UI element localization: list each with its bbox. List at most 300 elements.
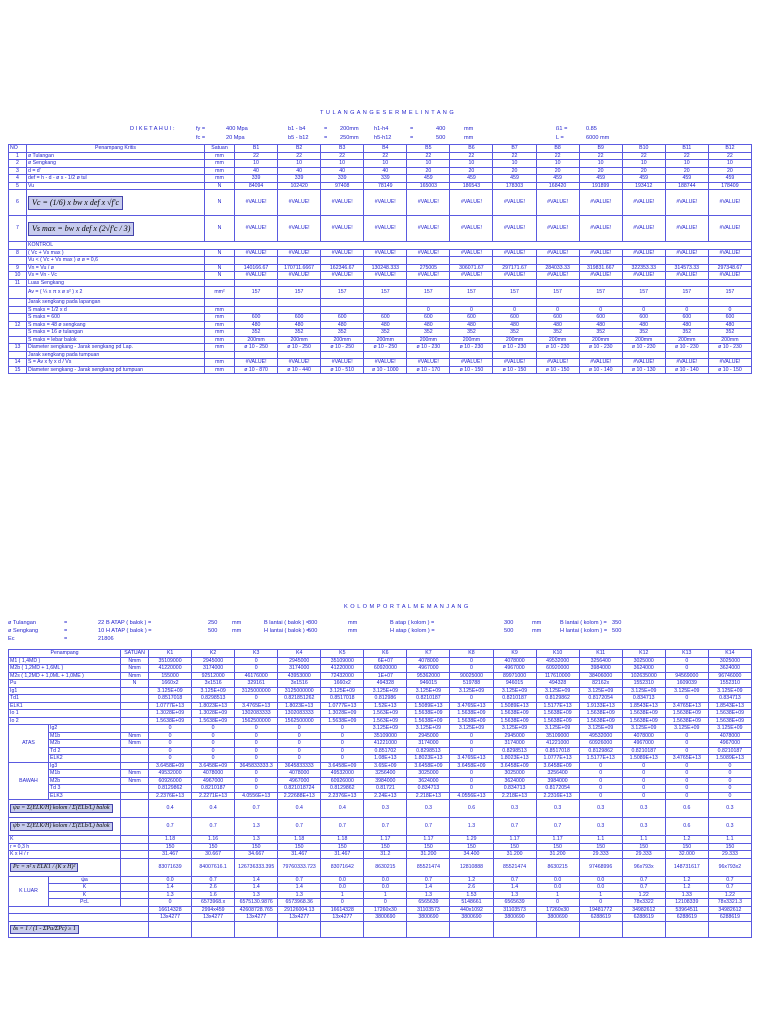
cell: 0 <box>235 777 278 785</box>
cell: 1.5638E+09 <box>622 710 665 718</box>
cell: #VALUE! <box>321 359 364 367</box>
param-value: 400 Mpa <box>226 126 248 132</box>
cell: 3.125E+09 <box>622 687 665 695</box>
cell: 150 <box>192 843 235 851</box>
cell: S maks = lebar balok <box>27 336 205 344</box>
info-value: B lantai ( balok ) = <box>264 620 310 626</box>
cell: 0 <box>450 740 493 748</box>
cell: 3 <box>9 167 27 175</box>
cell <box>205 351 235 359</box>
cell: mm <box>205 329 235 337</box>
cell: 41220000 <box>321 665 364 673</box>
cell: 1.5638E+09 <box>708 717 751 725</box>
cell <box>450 351 493 359</box>
cell: #VALUE! <box>278 272 321 280</box>
cell: 31103573 <box>493 906 536 914</box>
pc-formula-cell <box>9 858 121 876</box>
cell <box>9 257 27 265</box>
cell: 10 <box>364 160 407 168</box>
cell <box>665 921 708 937</box>
cell: #VALUE! <box>579 359 622 367</box>
cell <box>121 755 149 763</box>
cell: 4 <box>9 175 27 183</box>
cell: Td 3 <box>49 785 121 793</box>
cell: 10 <box>450 160 493 168</box>
cell: 22 <box>450 152 493 160</box>
info-value: mm <box>348 620 358 626</box>
cell: 22 <box>235 152 278 160</box>
cell: ø 10 - 440 <box>278 366 321 374</box>
cell: 0 <box>579 777 622 785</box>
cell: 0.834713 <box>407 785 450 793</box>
cell: 150 <box>364 843 407 851</box>
cell <box>622 299 665 307</box>
cell: 1.22 <box>708 891 751 899</box>
cell <box>493 257 536 265</box>
cell: 4078000 <box>192 770 235 778</box>
info-value: mm <box>532 620 542 626</box>
cell: 200mm <box>665 336 708 344</box>
cell <box>235 306 278 314</box>
cell: 2.6 <box>192 884 235 892</box>
cell: 140166.67 <box>235 264 278 272</box>
cell: 3174000 <box>278 665 321 673</box>
cell: 1.2 <box>665 836 708 844</box>
cell <box>9 306 27 314</box>
cell: 0 <box>450 732 493 740</box>
cell: 0.0 <box>536 884 579 892</box>
cell: #VALUE! <box>493 272 536 280</box>
cell: 3.65E+09 <box>364 762 407 770</box>
table-row <box>9 702 752 710</box>
cell: #VALUE! <box>235 249 278 257</box>
cell: 20 <box>708 167 751 175</box>
cell: 165003 <box>407 182 450 190</box>
cell: 0.8210187 <box>407 695 450 703</box>
param-value: L = <box>556 135 564 141</box>
cell: 3.125E+09 <box>321 687 364 695</box>
cell: 43953000 <box>278 672 321 680</box>
cell: 0 <box>235 740 278 748</box>
cell: 20 <box>450 167 493 175</box>
cell: 78x3321.3 <box>708 899 751 907</box>
cell <box>321 257 364 265</box>
cell: 1.17 <box>493 836 536 844</box>
cell: 0 <box>192 725 235 733</box>
cell: 31.467 <box>278 851 321 859</box>
cell: 3.125E+09 <box>364 725 407 733</box>
cell: 0.834713 <box>493 785 536 793</box>
cell: 1 <box>536 891 579 899</box>
cell: 0.7 <box>708 884 751 892</box>
info-value: 250 <box>208 620 218 626</box>
cell: 0.8298513 <box>192 695 235 703</box>
cell: 0.7 <box>493 818 536 836</box>
cell: 10 <box>493 160 536 168</box>
cell <box>149 921 192 937</box>
cell: 1.18 <box>149 836 192 844</box>
cell: 0 <box>450 785 493 793</box>
cell: 1.8023E+13 <box>407 755 450 763</box>
cell: 0 <box>450 306 493 314</box>
cell: 0.4 <box>149 800 192 818</box>
cell: 3.125E+09 <box>708 687 751 695</box>
cell: 1.0777E+13 <box>536 755 579 763</box>
cell: 150 <box>665 843 708 851</box>
cell: 2.24E+13 <box>364 792 407 800</box>
cell <box>121 818 149 836</box>
cell: 49532000 <box>579 732 622 740</box>
cell: 1 <box>9 152 27 160</box>
cell: 1562500000 <box>278 717 321 725</box>
cell: 1 <box>579 891 622 899</box>
cell: 0 <box>622 762 665 770</box>
cell: mm <box>205 160 235 168</box>
cell: 22 <box>622 152 665 160</box>
cell: K9 <box>493 650 536 658</box>
cell: 31.200 <box>493 851 536 859</box>
info-value: 500 <box>208 628 218 634</box>
info-value: 500 <box>308 628 318 634</box>
cell: K10 <box>536 650 579 658</box>
cell: 1.0777E+13 <box>321 702 364 710</box>
cell: 40 <box>278 167 321 175</box>
cell: 102420 <box>278 182 321 190</box>
cell: mm <box>205 344 235 352</box>
cell: 0.8210187 <box>708 747 751 755</box>
cell <box>665 299 708 307</box>
cell: ø 10 - 250 <box>235 344 278 352</box>
cell: 1.4 <box>149 884 192 892</box>
cell: #VALUE! <box>536 359 579 367</box>
cell: 22 <box>536 152 579 160</box>
cell: 4967000 <box>278 777 321 785</box>
info-value: 500 <box>612 628 622 634</box>
cell: Diameter sengkang - Jarak sengkang pd Lap. <box>27 344 205 352</box>
cell <box>235 257 278 265</box>
cell: 9 <box>9 264 27 272</box>
cell: 0 <box>665 306 708 314</box>
cell: 0 <box>665 657 708 665</box>
cell: 2 <box>9 160 27 168</box>
table-row <box>9 762 752 770</box>
cell: ø 10 - 230 <box>708 344 751 352</box>
cell: 1.16 <box>192 836 235 844</box>
cell: 10 <box>9 272 27 280</box>
table-row <box>9 906 752 914</box>
cell: 3.125E+09 <box>192 687 235 695</box>
table-row <box>9 687 752 695</box>
cell: N <box>205 182 235 190</box>
cell: 150 <box>708 843 751 851</box>
cell: 157 <box>235 287 278 299</box>
cell <box>665 351 708 359</box>
cell: #VALUE! <box>321 216 364 242</box>
cell <box>450 257 493 265</box>
cell: #VALUE! <box>708 190 751 216</box>
cell <box>121 710 149 718</box>
cell <box>121 800 149 818</box>
cell: 306071.67 <box>450 264 493 272</box>
cell: 200mm <box>708 336 751 344</box>
table-row <box>9 657 752 665</box>
cell: ø 10 - 170 <box>407 366 450 374</box>
cell: 3.6458E+09 <box>149 762 192 770</box>
cell: 6288619 <box>708 914 751 922</box>
cell: 0.7 <box>407 876 450 884</box>
table-row <box>9 359 752 367</box>
cell: #VALUE! <box>579 249 622 257</box>
cell: M2b <box>49 777 121 785</box>
cell: 329161 <box>235 680 278 688</box>
table-row <box>9 717 752 725</box>
cell: 1.4 <box>278 884 321 892</box>
cell: 1.5638E+09 <box>622 717 665 725</box>
cell: 8630215 <box>364 858 407 876</box>
cell: #VALUE! <box>321 190 364 216</box>
cell: 155000 <box>149 672 192 680</box>
info-value: H ATAP ( balok ) = <box>106 628 152 634</box>
table-row <box>9 836 752 844</box>
cell: 480 <box>708 321 751 329</box>
cell: 0 <box>536 899 579 907</box>
cell: 1 <box>364 891 407 899</box>
cell: 1E+07 <box>364 672 407 680</box>
cell: 0 <box>579 762 622 770</box>
cell: 2945000 <box>278 657 321 665</box>
table-row <box>9 695 752 703</box>
cell <box>121 851 149 859</box>
cell: 339 <box>364 175 407 183</box>
table-row <box>9 366 752 374</box>
cell <box>364 921 407 937</box>
cell: 3.125E+09 <box>579 725 622 733</box>
cell: 17260x30 <box>536 906 579 914</box>
cell: 1.8543E+13 <box>708 702 751 710</box>
cell: 459 <box>622 175 665 183</box>
cell: 3.125E+09 <box>536 725 579 733</box>
info-value: 10 <box>98 628 105 634</box>
cell: 1.3 <box>493 891 536 899</box>
cell: 8 <box>9 249 27 257</box>
cell <box>579 351 622 359</box>
cell: 1.5638E+09 <box>665 717 708 725</box>
cell: 178303 <box>493 182 536 190</box>
param-value: b1 - b4 <box>288 126 306 132</box>
cell: 0 <box>665 740 708 748</box>
cell: 29.333 <box>708 851 751 859</box>
cell: 0.8172054 <box>579 695 622 703</box>
cell: 200mm <box>622 336 665 344</box>
cell: 3.4765E+13 <box>450 755 493 763</box>
cell: 352 <box>622 329 665 337</box>
info-value: H lantai ( kolom ) = <box>560 628 608 634</box>
table-row <box>9 884 752 892</box>
cell: 150 <box>493 843 536 851</box>
cell: B5 <box>407 145 450 153</box>
cell: 1.29 <box>450 836 493 844</box>
cell: B4 <box>364 145 407 153</box>
table-row <box>9 921 752 937</box>
cell: d = d' <box>27 167 205 175</box>
cell: Nmm <box>121 665 149 673</box>
cell: 191899 <box>579 182 622 190</box>
cell: 352 <box>665 329 708 337</box>
cell: 22 <box>579 152 622 160</box>
cell: 0.7 <box>278 876 321 884</box>
cell: 0.7 <box>278 818 321 836</box>
cell <box>493 351 536 359</box>
cell: 0 <box>321 740 364 748</box>
cell: 3025000 <box>407 770 450 778</box>
cell: 0.7 <box>364 818 407 836</box>
cell: 459 <box>493 175 536 183</box>
cell: 0 <box>278 725 321 733</box>
cell <box>121 792 149 800</box>
cell: 0.3 <box>579 818 622 836</box>
cell: 600 <box>450 314 493 322</box>
cell: 1.5638E+09 <box>579 710 622 718</box>
cell: 78x3322 <box>622 899 665 907</box>
cell: #VALUE! <box>407 216 450 242</box>
cell: mm <box>205 167 235 175</box>
cell: 0 <box>235 785 278 793</box>
cell: K1 <box>149 650 192 658</box>
cell: 2.6 <box>450 884 493 892</box>
cell: 13 <box>9 344 27 352</box>
cell: 1552310 <box>708 680 751 688</box>
cell: 84007616.1 <box>192 858 235 876</box>
cell: 297171.67 <box>493 264 536 272</box>
cell: B6 <box>450 145 493 153</box>
cell: Vs = Vn - Vc <box>27 272 205 280</box>
cell: 89971000 <box>493 672 536 680</box>
table-row <box>9 770 752 778</box>
cell: K13 <box>665 650 708 658</box>
cell: mm <box>205 314 235 322</box>
table-row <box>9 785 752 793</box>
cell: 60926000 <box>149 777 192 785</box>
cell: 1.3 <box>278 891 321 899</box>
cell: mm <box>205 359 235 367</box>
cell: 0.8129862 <box>321 785 364 793</box>
cell: 0 <box>235 755 278 763</box>
cell <box>205 257 235 265</box>
cell: 1.3028E+09 <box>321 710 364 718</box>
cell: 22 <box>665 152 708 160</box>
cell: 35109000 <box>364 732 407 740</box>
cell: 3.125E+09 <box>665 687 708 695</box>
cell: #VALUE! <box>321 249 364 257</box>
cell: 200mm <box>407 336 450 344</box>
cell <box>407 279 450 287</box>
cell: N <box>205 249 235 257</box>
cell: 1.3 <box>235 891 278 899</box>
cell: #VALUE! <box>407 359 450 367</box>
cell: 3624000 <box>493 777 536 785</box>
cell: #VALUE! <box>622 272 665 280</box>
cell: 5148661 <box>450 899 493 907</box>
cell: 0.7 <box>192 818 235 836</box>
cell: 0 <box>665 747 708 755</box>
cell: Nmm <box>121 657 149 665</box>
cell: 15 <box>9 366 27 374</box>
info-value: B atap ( kolom ) = <box>390 620 435 626</box>
cell: 0 <box>149 755 192 763</box>
cell: ELK3 <box>49 792 121 800</box>
cell: 0 <box>622 306 665 314</box>
cell: 0.8210187 <box>192 785 235 793</box>
cell: 0 <box>321 747 364 755</box>
cell: 29126004.13 <box>278 906 321 914</box>
cell: 3x1516 <box>192 680 235 688</box>
cell: 150 <box>278 843 321 851</box>
cell: #VALUE! <box>235 216 278 242</box>
cell: 17260x30 <box>364 906 407 914</box>
cell: 157 <box>493 287 536 299</box>
table-row <box>9 818 752 836</box>
cell: 459 <box>665 175 708 183</box>
cell: 102635000 <box>622 672 665 680</box>
info-value: mm <box>232 620 242 626</box>
cell: 4.0556E+13 <box>235 792 278 800</box>
cell: 117610000 <box>536 672 579 680</box>
cell: mm <box>205 321 235 329</box>
cell: 34.667 <box>235 851 278 859</box>
info-value: ø Sengkang <box>8 628 39 634</box>
cell: r = 0,3 h <box>9 843 121 851</box>
cell: 22 <box>364 152 407 160</box>
cell: 0.834713 <box>622 695 665 703</box>
table-row <box>9 747 752 755</box>
cell <box>407 257 450 265</box>
cell: 0.8517018 <box>149 695 192 703</box>
cell: 2.2316E+13 <box>536 792 579 800</box>
cell: 12108339 <box>665 899 708 907</box>
cell: 0 <box>192 747 235 755</box>
cell: #VALUE! <box>450 272 493 280</box>
cell: 1.5638E+09 <box>665 710 708 718</box>
cell: 2.22688E+13 <box>278 792 321 800</box>
cell: 440x1092 <box>450 906 493 914</box>
cell: 150 <box>407 843 450 851</box>
cell: M2b <box>49 740 121 748</box>
cell: 0 <box>708 762 751 770</box>
cell: 2.218E+13 <box>493 792 536 800</box>
cell: 49532000 <box>149 770 192 778</box>
cell: ø 10 - 230 <box>450 344 493 352</box>
cell <box>622 257 665 265</box>
cell: #VALUE! <box>364 190 407 216</box>
cell: 1.5638E+09 <box>321 717 364 725</box>
cell: #VALUE! <box>278 216 321 242</box>
info-value: 300 <box>308 620 318 626</box>
cell: 130248.333 <box>364 264 407 272</box>
cell: 96746000 <box>708 672 751 680</box>
cell: 0 <box>364 899 407 907</box>
cell: 0 <box>493 306 536 314</box>
cell: 150 <box>579 843 622 851</box>
cell: 150 <box>149 843 192 851</box>
cell: 1.5177E+13 <box>579 755 622 763</box>
cell: 0 <box>321 732 364 740</box>
cell: 97408 <box>321 182 364 190</box>
cell: 1.5638E+09 <box>407 717 450 725</box>
cell <box>450 279 493 287</box>
cell <box>278 351 321 359</box>
cell: 480 <box>450 321 493 329</box>
cell: 8630215 <box>536 858 579 876</box>
